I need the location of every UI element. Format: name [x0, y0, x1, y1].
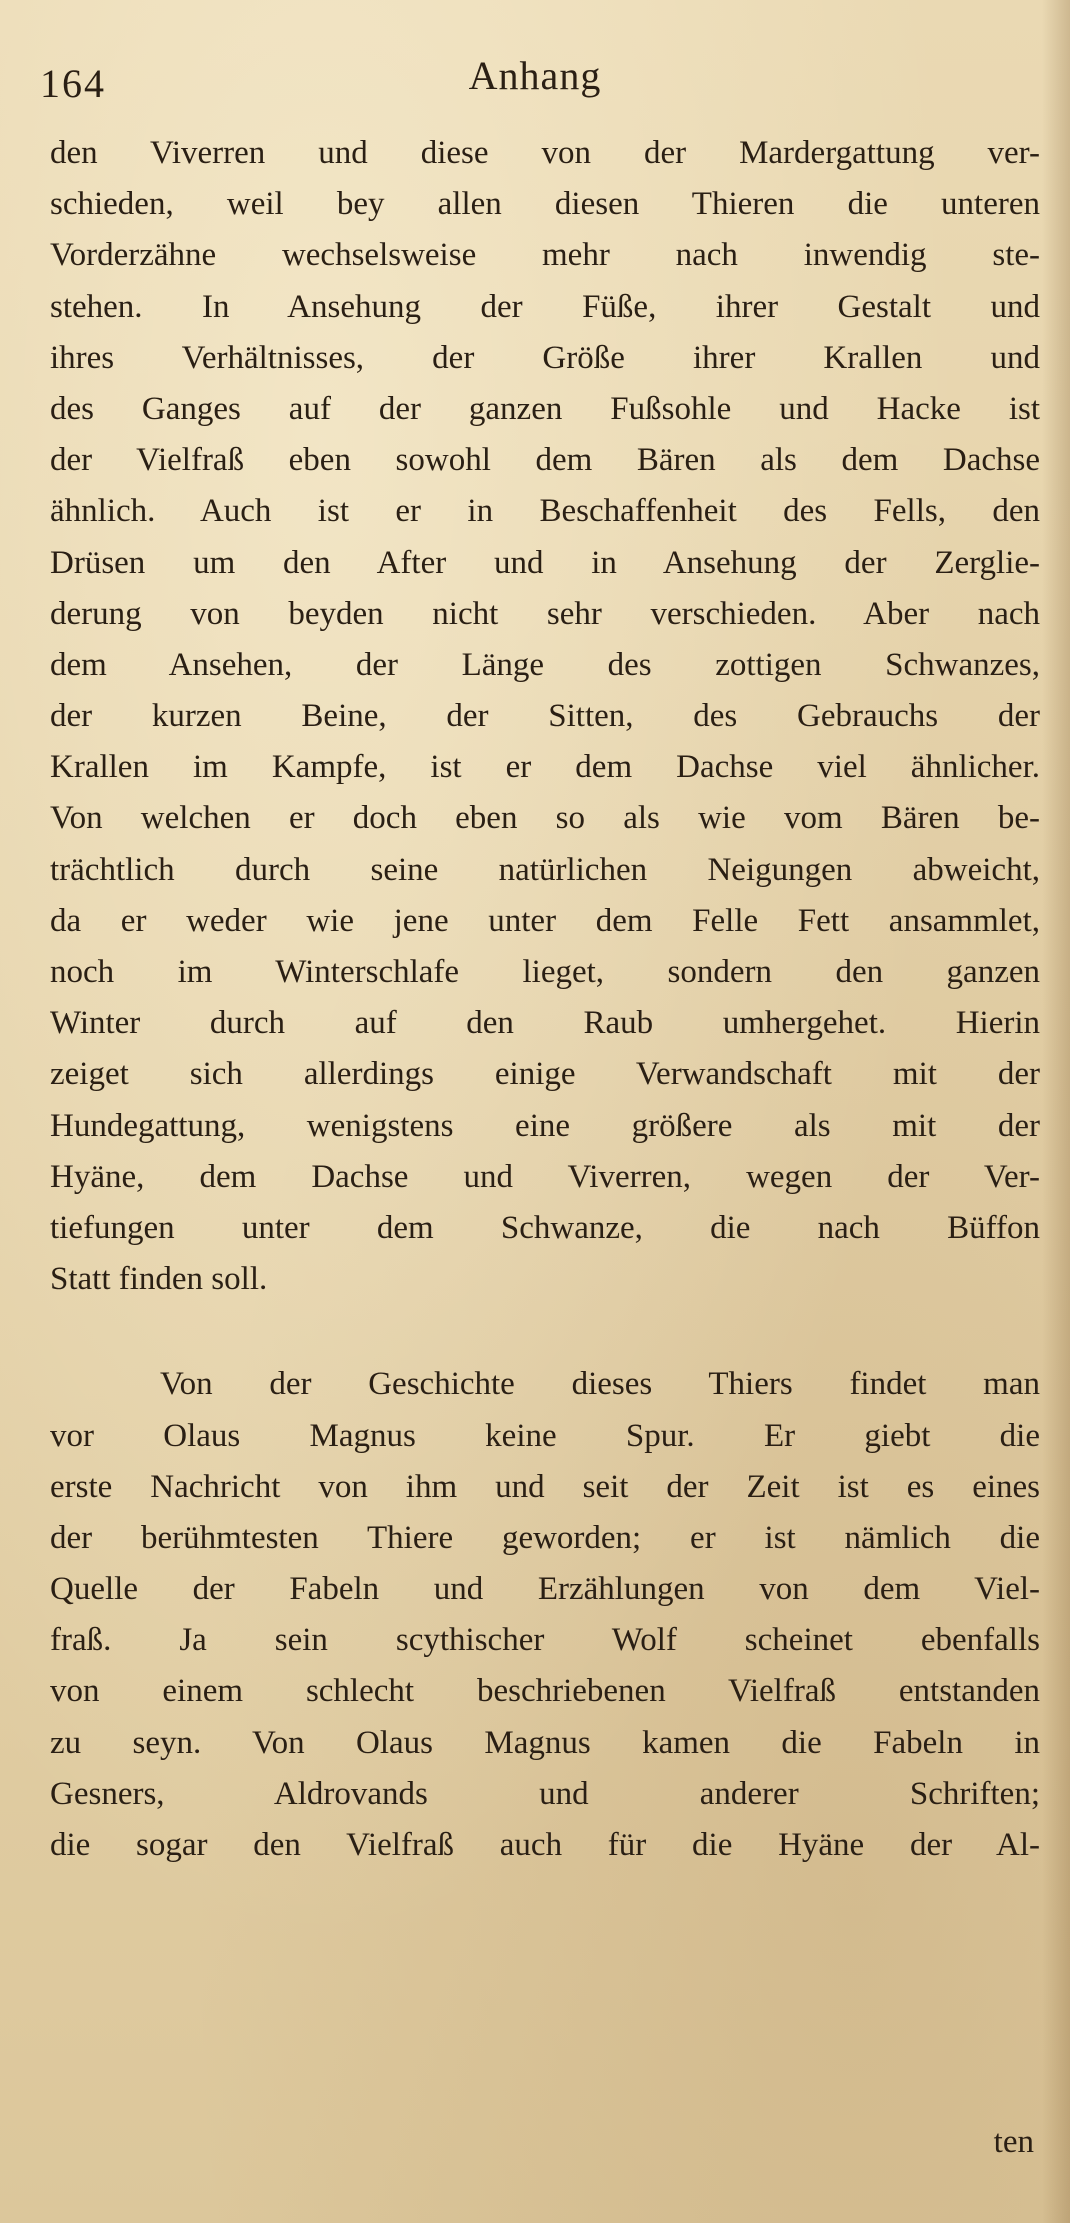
- text-line: des Ganges auf der ganzen Fußsohle und Hacke ist: [50, 390, 1040, 427]
- page-number: 164: [40, 61, 106, 106]
- text-line: Quelle der Fabeln und Erzählungen von dem Viel-: [50, 1571, 1040, 1608]
- page-header: [40, 52, 1030, 112]
- paragraph-1: [50, 128, 1040, 1305]
- text-line: fraß. Ja sein scythischer Wolf scheinet ebenfalls: [50, 1622, 1040, 1659]
- text-line: den Viverren und diese von der Mardergattung ver-: [50, 135, 1040, 171]
- text-line: tiefungen unter dem Schwanze, die nach Büffon: [50, 1209, 1040, 1246]
- text-line: Von der Geschichte dieses Thiers findet man: [160, 1366, 1040, 1403]
- text-line: von einem schlecht beschriebenen Vielfraß entstanden: [50, 1673, 1040, 1710]
- text-line: die sogar den Vielfraß auch für die Hyäne der Al-: [50, 1827, 1040, 1863]
- text-line: Hyäne, dem Dachse und Viverren, wegen der Ver-: [50, 1158, 1040, 1195]
- text-line: vor Olaus Magnus keine Spur. Er giebt die: [50, 1417, 1040, 1454]
- text-line: schieden, weil bey allen diesen Thieren die unteren: [50, 186, 1040, 223]
- text-line: erste Nachricht von ihm und seit der Zeit ist es eines: [50, 1468, 1040, 1505]
- text-line: da er weder wie jene unter dem Felle Fett ansammlet,: [50, 902, 1040, 939]
- text-line: Winter durch auf den Raub umhergehet. Hierin: [50, 1005, 1040, 1042]
- text-line: dem Ansehen, der Länge des zottigen Schwanzes,: [50, 646, 1040, 683]
- text-line: Krallen im Kampfe, ist er dem Dachse viel ähnlicher.: [50, 749, 1040, 786]
- text-line: der berühmtesten Thiere geworden; er ist nämlich die: [50, 1519, 1040, 1556]
- text-line: Gesners, Aldrovands und anderer Schriften;: [50, 1775, 1040, 1812]
- paragraph-2: [50, 1359, 1040, 1871]
- body-text: [50, 128, 1040, 1871]
- text-line: noch im Winterschlafe lieget, sondern den ganzen: [50, 954, 1040, 990]
- text-line: Vorderzähne wechselsweise mehr nach inwendig ste-: [50, 237, 1040, 274]
- text-line: der kurzen Beine, der Sitten, des Gebrauchs der: [50, 698, 1040, 735]
- text-line: Statt finden soll.: [50, 1261, 268, 1298]
- text-line: zu seyn. Von Olaus Magnus kamen die Fabeln in: [50, 1724, 1040, 1761]
- text-line: Hundegattung, wenigstens eine größere als mit der: [50, 1107, 1040, 1144]
- paragraph-gap: [50, 1305, 1040, 1359]
- text-line: zeiget sich allerdings einige Verwandschaft mit der: [50, 1056, 1040, 1093]
- text-line: ähnlich. Auch ist er in Beschaffenheit des Fells, den: [50, 493, 1040, 530]
- text-line: derung von beyden nicht sehr verschieden. Aber nach: [50, 595, 1040, 632]
- text-line: trächtlich durch seine natürlichen Neigungen abweicht,: [50, 851, 1040, 888]
- text-line: stehen. In Ansehung der Füße, ihrer Gestalt und: [50, 288, 1040, 325]
- text-line: der Vielfraß eben sowohl dem Bären als dem Dachse: [50, 442, 1040, 479]
- text-line: Von welchen er doch eben so als wie vom Bären be-: [50, 800, 1040, 837]
- catchword: ten: [993, 2124, 1034, 2160]
- running-head: Anhang: [468, 53, 602, 98]
- text-line: Drüsen um den After und in Ansehung der Zerglie-: [50, 544, 1040, 581]
- text-line: ihres Verhältnisses, der Größe ihrer Krallen und: [50, 339, 1040, 376]
